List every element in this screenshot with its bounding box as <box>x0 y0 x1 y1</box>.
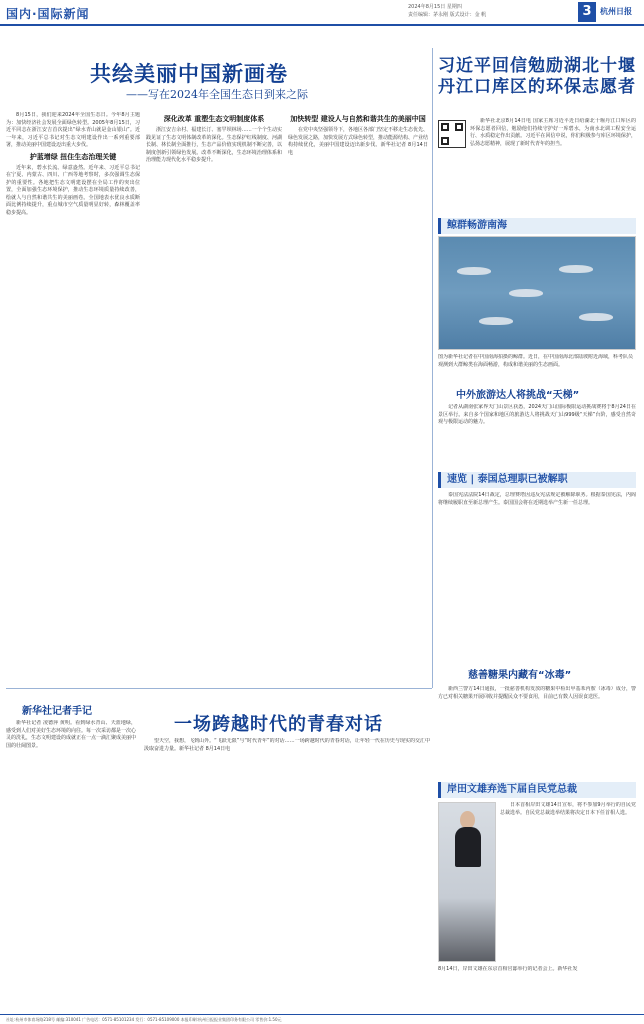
issue-editors: 责任编辑：茅永刚 版式设计：金 帆 <box>408 12 487 18</box>
issue-date: 2024年8月15日 星期四 <box>408 4 462 10</box>
dolphin-title: 鲸群畅游南海 <box>438 218 636 234</box>
lead-subhead-3: 加快转型 建设人与自然和谐共生的美丽中国 <box>290 115 426 123</box>
page-number: 3 <box>578 2 596 22</box>
lead-column-2 <box>146 112 282 672</box>
lead-intro: 8月15日，我们迎来2024年全国生态日。今年8月主题为：加快经济社会发展全面绿色转型。2005年8月15日，习近平同志在浙江安吉首次提出“绿水青山就是金山银山”。近一年来，习近平总书记对生态文明建设作出一系列重要部署，推动美丽中国建设迈出重大步伐。 <box>6 112 140 148</box>
bottom-body <box>144 738 430 1010</box>
dolphin-icon <box>479 317 513 325</box>
lead-subhead-1: 护蓝增绿 扭住生态治理关键 <box>29 152 117 161</box>
page-header <box>0 0 644 26</box>
dolphin-icon <box>579 313 613 321</box>
xi-letter-headline: 习近平回信勉励湖北十堰丹江口库区的环保志愿者 <box>438 56 636 97</box>
issue-info <box>408 3 486 19</box>
japan-title: 岸田文雄弃选下届自民党总裁 <box>438 782 636 798</box>
tianmen-text: 记者从湖南张家界天门山景区获悉，2024天门山国际极限运动挑战赛将于8月24日在景区举行。来自多个国家和地区的旅游达人将挑战天门山999级“天梯”台阶，感受自然奇观与极限运动的魅力。 <box>438 404 636 425</box>
lead-body-2: 浙江安吉余村、福建长汀、塞罕坝林场……一个个生动实践见证了生态文明体制改革的深化。生态保护红线制度、河湖长制、林长制全面推行，生态产品价值实现机制不断完善，以制度创新引领绿色发展。改革不断深化，生态环境治理体系和治理能力现代化水平稳步提升。 <box>146 127 282 163</box>
paper-logo: 杭州日报 <box>600 7 632 16</box>
lead-column-1 <box>6 112 140 672</box>
section-divider <box>6 688 432 689</box>
bottom-text: 望天空，我想，飞到山外。“飞跃无限”与“时代青年”的对话……一场跨越时代的青春对话，让年轻一代在历史与现实的交汇中汲取奋进力量。新华社记者 8月14日电 <box>144 738 430 752</box>
page-footer: 社址:杭州市体育场路218号 邮编:310041 广告电话：0571-85101234 发行：0571-85109000 本报印刷:杭州日报报业集团印务有限公司 零售价:1.50元 <box>0 1014 644 1024</box>
tianmen-title: 中外旅游达人将挑战“天梯” <box>456 390 580 401</box>
dolphin-photo <box>438 236 636 350</box>
qr-code-icon <box>438 120 466 148</box>
thailand-body <box>438 492 636 562</box>
tianmen-body <box>438 404 636 466</box>
bottom-headline: 一场跨越时代的青春对话 <box>174 714 383 735</box>
ice-candy-title: 慈善糖果内藏有“冰毒” <box>468 670 572 681</box>
japan-caption: 8月14日，岸田文雄在东京首相官邸举行的记者会上。新华社发 <box>438 966 578 972</box>
lead-body-1: 近年来，碧水长流、绿意盎然。近年来、习近平总书记在宁夏、内蒙古、四川、广西等地考察时，多次强调生态保护的重要性。各地把生态文明建设摆在全局工作的突出位置，全面加强生态环境保护，推动生态环境质量持续改善，绘就人与自然和谐共生的美丽画卷。全国地表水优良水质断面比例持续提升，重点城市空气质量明显好转，森林覆盖率稳步提高。 <box>6 164 140 216</box>
kishida-photo <box>438 802 496 962</box>
ice-candy-body <box>438 686 636 776</box>
dolphin-icon <box>559 265 593 273</box>
lead-body-3: 在党中央坚强领导下，各地区各部门坚定不移走生态优先、绿色发展之路，加快发展方式绿色转型，推动能源结构、产业结构持续优化，美丽中国建设迈出新步伐。新华社记者 8月14日电 <box>288 127 428 156</box>
commentary-text: 新华社记者 凌德萍 黄明。看到绿水青山、天蓝地绿，感受到人们对美好生态环境的向往。每一次采访都是一次心灵的洗礼，生态文明建设的成就正在一点一滴汇聚成美丽中国的壮阔图景。 <box>6 720 136 749</box>
ice-candy-text: 新西兰警方14日通报，一批慈善机构发放的糖果中检出甲基苯丙胺（冰毒）成分，警方已对相关糖果开展回收并提醒民众不要食用，目前已有数人因误食送医。 <box>438 686 636 700</box>
dolphin-icon <box>457 267 491 275</box>
column-divider <box>432 48 433 688</box>
thailand-title: 速览 | 泰国总理职已被解职 <box>438 472 636 488</box>
section-title: 国内·国际新闻 <box>6 7 90 21</box>
lead-subhead-2: 深化改革 重塑生态文明制度体系 <box>163 115 265 123</box>
lead-subheadline: ——写在2024年全国生态日到来之际 <box>126 88 308 101</box>
lead-column-3 <box>288 112 428 672</box>
commentary-title: 新华社记者手记 <box>22 706 92 717</box>
thailand-text: 泰国宪法法院14日裁定，总理赛塔因违反宪法规定被解除职务。根据泰国宪法，内阁将继续履职直至新总理产生。泰国国会将在近期选举产生新一任总理。 <box>438 492 636 506</box>
dolphin-icon <box>509 289 543 297</box>
japan-text: 日本首相岸田文雄14日宣布，将不参加9月举行的自民党总裁选举。自民党总裁选举结果将决定日本下任首相人选。 <box>500 802 636 816</box>
commentary-body <box>6 720 136 1010</box>
lead-headline: 共绘美丽中国新画卷 <box>90 62 288 86</box>
dolphin-caption: 图为新华社记者在中国南海拍摄的鲸群。近日，在中国南海北部陆坡附近海域，科考队员观测到大群鲸类在海面畅游，构成和谐美丽的生态画面。 <box>438 354 634 368</box>
xi-letter-body <box>470 118 636 202</box>
xi-letter-text: 新华社北京8月14日电 国家主席习近平近日给湖北十堰丹江口库区的环保志愿者回信，勉励他们持续守护好一库碧水，为南水北调工程安全运行、水质稳定作出贡献。习近平在回信中说，你们积极参与库区环境保护，弘扬志愿精神，展现了新时代青年的担当。 <box>470 118 636 147</box>
japan-body <box>500 802 636 962</box>
person-body <box>455 827 481 867</box>
